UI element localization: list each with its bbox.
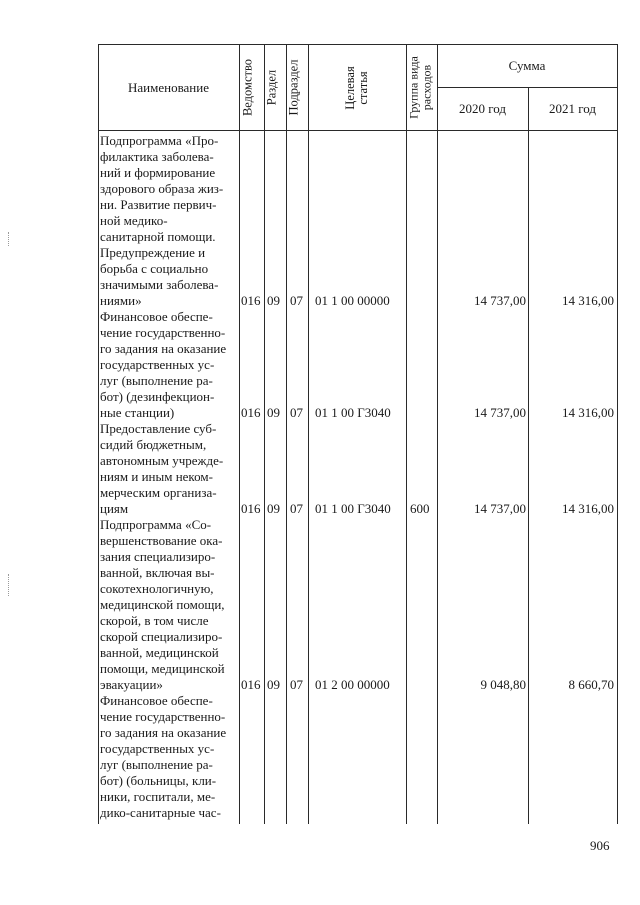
col-divider-years <box>528 87 529 824</box>
col-divider-cel <box>406 44 407 824</box>
row-1-name: Подпрограмма «Про- филактика заболева- ний и формирование здорового образа жиз- ни. Развитие первич- ной медико- санитарной помощи. Предупреждение и борьба с социально значимыми заболева- ниями» <box>100 133 224 308</box>
row-5-name: Финансовое обеспе- чение государственно- го задания на оказание государственных ус- луг (выполнение ра- бот) (больницы, кли- ники, госпитали, ме- дико-санитарные час- <box>100 693 227 820</box>
header-podrazdel: Подраздел <box>286 59 301 116</box>
row-2-ved: 016 <box>241 405 261 420</box>
row-2-name: Финансовое обеспе- чение государственно- го задания на оказание государственных ус- луг (выполнение ра- бот) (дезинфекцион- ные станции) <box>100 309 227 420</box>
header-vedomstvo: Ведомство <box>240 58 255 117</box>
row-3-2020: 14 737,00 <box>474 501 526 516</box>
row-4-ved: 016 <box>241 677 261 692</box>
header-2021: 2021 год <box>549 101 596 116</box>
row-3-2021: 14 316,00 <box>562 501 614 516</box>
row-3-grp: 600 <box>410 501 430 516</box>
row-4-2021: 8 660,70 <box>568 677 614 692</box>
row-3-podr: 07 <box>290 501 303 516</box>
row-2-podr: 07 <box>290 405 303 420</box>
row-4-2020: 9 048,80 <box>480 677 526 692</box>
row-3-razd: 09 <box>267 501 280 516</box>
row-3-ved: 016 <box>241 501 261 516</box>
col-divider-razd <box>286 44 287 824</box>
table-top-border <box>98 44 617 45</box>
row-3-name: Предоставление суб- сидий бюджетным, автономным учрежде- ниям и иным неком- мерческим организа- циям <box>100 421 224 516</box>
row-1-cel: 01 1 00 00000 <box>315 293 390 308</box>
row-2-razd: 09 <box>267 405 280 420</box>
header-summa: Сумма <box>508 58 546 73</box>
header-2020: 2020 год <box>459 101 506 116</box>
header-name: Наименование <box>128 80 209 95</box>
col-divider-podr <box>308 44 309 824</box>
row-1-razd: 09 <box>267 293 280 308</box>
row-3-cel: 01 1 00 Г3040 <box>315 501 391 516</box>
scan-mark-1 <box>8 232 9 246</box>
col-divider-ved <box>264 44 265 824</box>
row-4-name: Подпрограмма «Со- вершенствование ока- зания специализиро- ванной, включая вы- сокотехнологичную, медицинской помощи, скорой, в том числе скорой специализиро- ванной, медицинской помощи, медицинской эвакуации» <box>100 517 225 692</box>
row-2-2021: 14 316,00 <box>562 405 614 420</box>
header-razdel: Раздел <box>264 69 279 106</box>
row-1-2020: 14 737,00 <box>474 293 526 308</box>
scan-mark-2 <box>8 574 9 596</box>
table-left-border <box>98 44 99 824</box>
col-divider-grp <box>437 44 438 824</box>
row-1-podr: 07 <box>290 293 303 308</box>
row-4-podr: 07 <box>290 677 303 692</box>
row-2-2020: 14 737,00 <box>474 405 526 420</box>
col-divider-name <box>239 44 240 824</box>
page-number: 906 <box>590 838 610 853</box>
row-4-razd: 09 <box>267 677 280 692</box>
header-celevaya: Целевая статья <box>343 66 370 110</box>
row-1-2021: 14 316,00 <box>562 293 614 308</box>
row-4-cel: 01 2 00 00000 <box>315 677 390 692</box>
summa-underline <box>437 87 617 88</box>
row-2-cel: 01 1 00 Г3040 <box>315 405 391 420</box>
row-1-ved: 016 <box>241 293 261 308</box>
header-gruppa: Группа вида расходов <box>406 56 434 119</box>
table-right-border <box>617 44 618 824</box>
header-bottom-border <box>98 130 617 131</box>
